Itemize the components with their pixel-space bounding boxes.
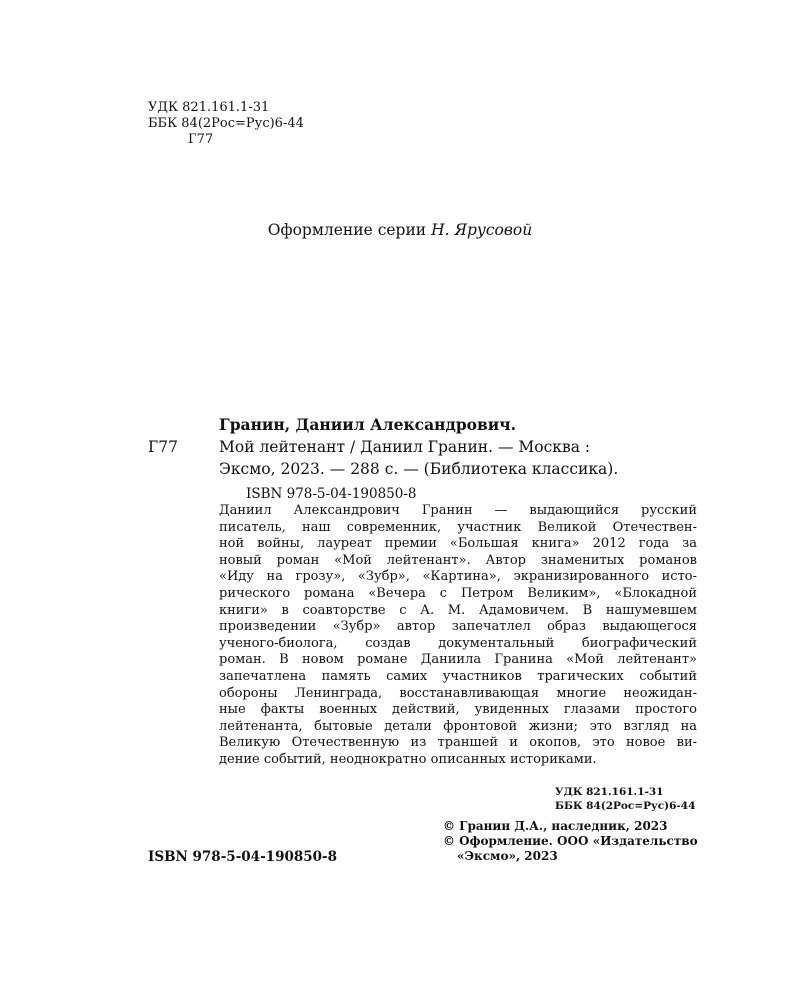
annotation-line: запечатлена память самих участников трагических событий <box>219 668 697 684</box>
annotation-line: роман. В новом романе Даниила Гранина «Мой лейтенант» <box>219 652 697 668</box>
record-title: Мой лейтенант / Даниил Гранин. — Москва : <box>219 438 591 456</box>
bbk-code-repeat: ББК 84(2Рос=Рус)6-44 <box>555 800 696 812</box>
annotation-line: «Иду на грозу», «Зубр», «Картина», экранизированного исто- <box>219 569 697 585</box>
annotation-line: книги» в соавторстве с А. М. Адамовичем. В нашумевшем <box>219 602 697 618</box>
annotation-line: обороны Ленинграда, восстанавливающая многие неожидан- <box>219 685 697 701</box>
record-author-mark: Г77 <box>148 438 178 456</box>
series-design-prefix: Оформление серии <box>267 221 427 239</box>
annotation-line: ной войны, лауреат премии «Большая книга» 2012 года за <box>219 536 697 552</box>
annotation <box>219 503 697 769</box>
isbn-bottom: ISBN 978-5-04-190850-8 <box>148 849 338 865</box>
author-mark: Г77 <box>188 132 214 147</box>
copyright-line: © Гранин Д.А., наследник, 2023 <box>443 819 668 833</box>
record-isbn: ISBN 978-5-04-190850-8 <box>246 486 417 502</box>
udk-code: УДК 821.161.1-31 <box>148 100 270 115</box>
annotation-line: рического романа «Вечера с Петром Великим», «Блокадной <box>219 585 697 601</box>
series-designer-name: Н. Ярусовой <box>431 221 533 239</box>
series-design-credit <box>0 221 800 239</box>
annotation-line: писатель, наш современник, участник Великой Отечествен- <box>219 519 697 535</box>
copyright-line: © Оформление. ООО «Издательство <box>443 834 698 848</box>
annotation-line: новый роман «Мой лейтенант». Автор знаменитых романов <box>219 552 697 568</box>
udk-code-repeat: УДК 821.161.1-31 <box>555 786 664 798</box>
bibliographic-record <box>148 414 708 480</box>
record-author: Гранин, Даниил Александрович. <box>219 415 516 434</box>
copyright-notice <box>443 819 698 864</box>
annotation-line: дение событий, неоднократно описанных историками. <box>219 751 597 767</box>
annotation-line: произведении «Зубр» автор запечатлел образ выдающегося <box>219 619 697 635</box>
classification-codes-repeat <box>555 785 695 813</box>
annotation-line: ные факты военных действий, увиденных глазами простого <box>219 702 697 718</box>
bbk-code: ББК 84(2Рос=Рус)6-44 <box>148 116 304 131</box>
annotation-line: Великую Отечественную из траншей и окопов, это новое ви- <box>219 735 697 751</box>
annotation-line: лейтенанта, бытовые детали фронтовой жизни; это взгляд на <box>219 718 697 734</box>
annotation-line: ученого-биолога, создав документальный биографический <box>219 635 697 651</box>
classification-codes <box>148 100 304 148</box>
annotation-line: Даниил Александрович Гранин — выдающийся русский <box>219 503 697 518</box>
record-publisher: Эксмо, 2023. — 288 с. — (Библиотека классика). <box>219 460 619 478</box>
record-title-row <box>148 436 708 458</box>
copyright-line: «Эксмо», 2023 <box>457 849 558 863</box>
